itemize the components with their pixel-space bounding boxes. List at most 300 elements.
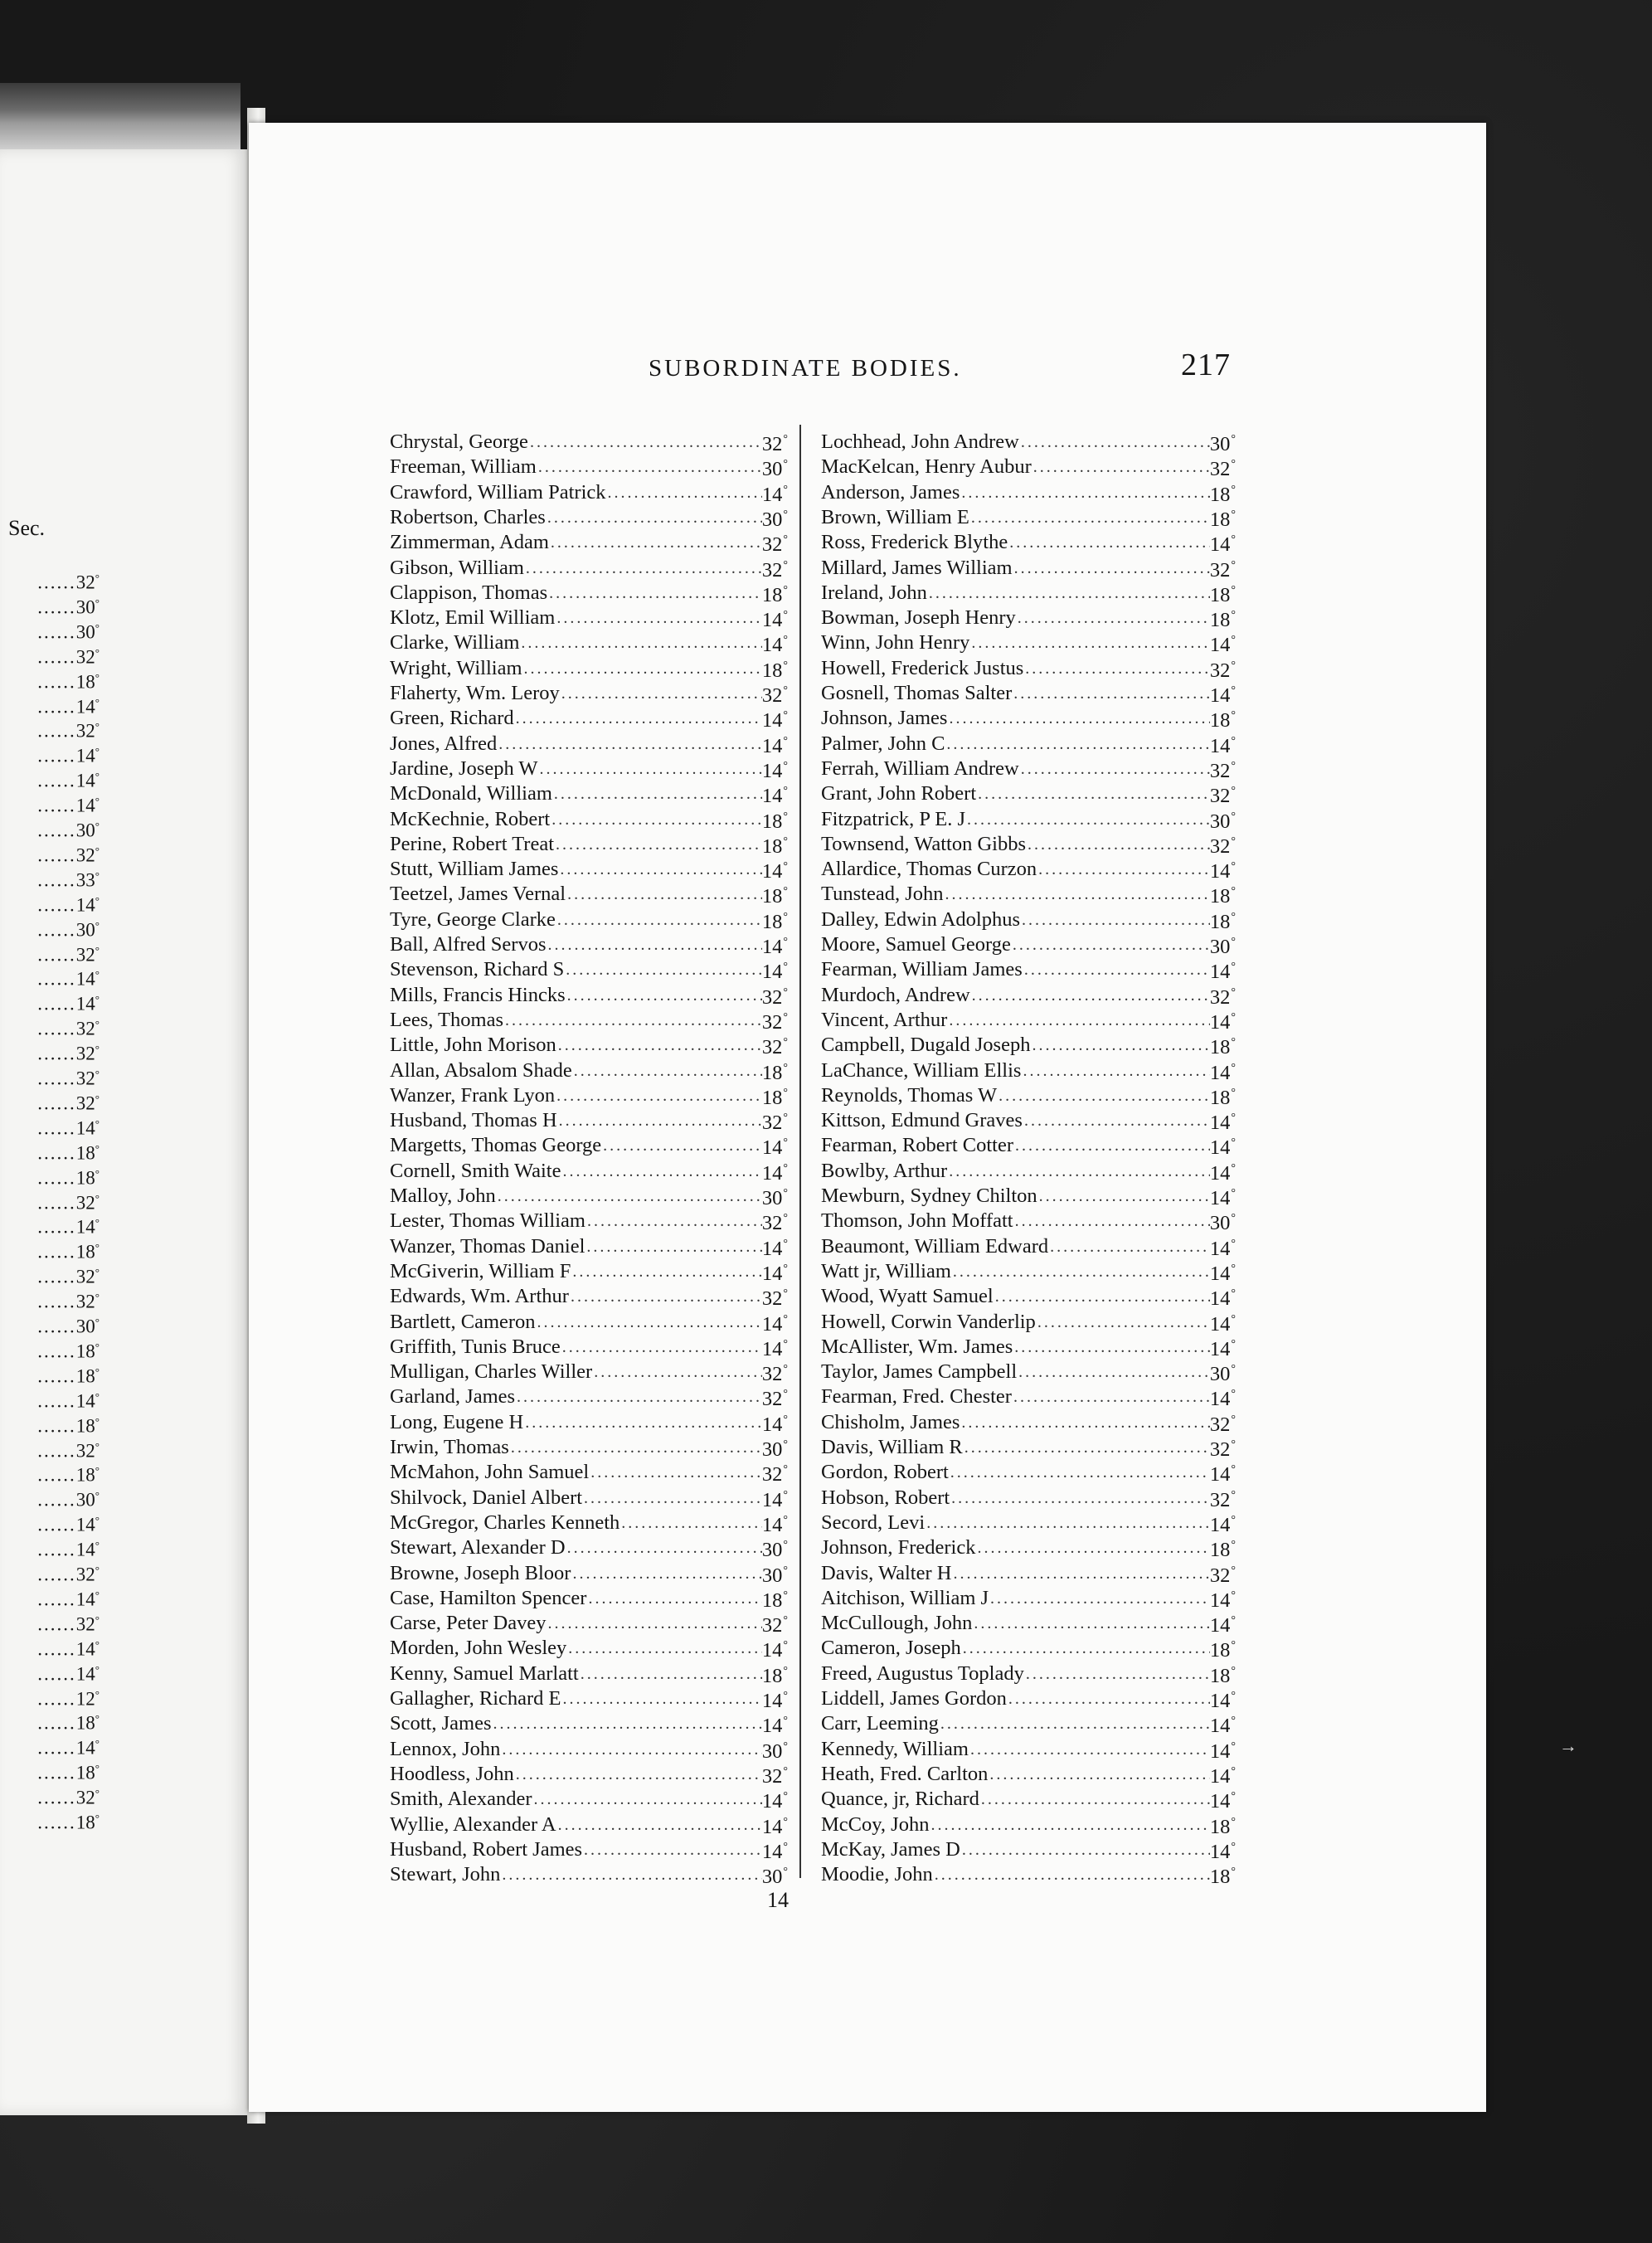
member-name: Carse, Peter Davey <box>390 1612 547 1635</box>
dot-leader <box>589 1460 762 1485</box>
dot-leader <box>1012 1384 1210 1409</box>
degree-symbol: ° <box>783 860 788 873</box>
dot-leader <box>949 1460 1210 1485</box>
member-name: Browne, Joseph Bloor <box>390 1561 571 1584</box>
member-name: Fearman, William James <box>821 958 1023 981</box>
dot-leader <box>969 1737 1210 1762</box>
dot-leader <box>592 1360 762 1384</box>
member-name: Long, Eugene H <box>390 1410 524 1433</box>
member-entry <box>821 1410 1236 1435</box>
left-degree-entry: ......32° <box>37 1564 100 1583</box>
left-degree-entry: ......32° <box>37 844 100 864</box>
member-entry <box>390 1384 788 1409</box>
dot-leader <box>557 1108 762 1133</box>
member-name: Grant, John Robert <box>821 782 977 805</box>
degree-symbol: ° <box>783 1790 788 1803</box>
member-entry <box>390 1737 788 1762</box>
dot-leader <box>569 1284 762 1309</box>
left-degree-entry: ......14° <box>37 1662 100 1682</box>
member-name: Clappison, Thomas <box>390 581 548 604</box>
dot-leader <box>1021 1058 1209 1083</box>
member-name: Wanzer, Frank Lyon <box>390 1083 556 1107</box>
degree-symbol: ° <box>783 1010 788 1024</box>
degree-symbol: ° <box>783 985 788 999</box>
member-name: Little, John Morison <box>390 1034 556 1057</box>
degree-symbol: ° <box>1231 1363 1236 1376</box>
degree-value: 30 <box>761 1866 783 1889</box>
dot-leader <box>947 1008 1210 1033</box>
member-name: LaChance, William Ellis <box>821 1058 1022 1082</box>
degree-symbol: ° <box>783 1388 788 1401</box>
dot-leader <box>933 1862 1210 1887</box>
degree-value: 14 <box>761 609 783 632</box>
degree-value: 14 <box>1209 1161 1231 1185</box>
member-name: Hobson, Robert <box>821 1486 950 1509</box>
member-name: Robertson, Charles <box>390 505 546 528</box>
dot-leader <box>1037 857 1210 882</box>
member-name: McCoy, John <box>821 1812 930 1836</box>
degree-value: 14 <box>1209 1312 1231 1336</box>
dot-leader <box>585 1234 762 1259</box>
degree-value: 14 <box>761 734 783 757</box>
degree-symbol: ° <box>783 1614 788 1628</box>
dot-leader <box>537 455 762 479</box>
dot-leader <box>571 1259 762 1284</box>
degree-symbol: ° <box>783 483 788 496</box>
dot-leader <box>1032 455 1210 479</box>
member-name: Townsend, Watton Gibbs <box>821 832 1026 855</box>
degree-symbol: ° <box>783 1715 788 1728</box>
degree-symbol: ° <box>1231 1866 1236 1879</box>
member-name: Bowlby, Arthur <box>821 1159 948 1182</box>
degree-value: 18 <box>761 1664 783 1687</box>
dot-leader <box>514 706 762 731</box>
member-entry <box>390 1184 788 1209</box>
member-name: McGregor, Charles Kenneth <box>390 1511 620 1534</box>
member-name: McCullough, John <box>821 1612 973 1635</box>
degree-symbol: ° <box>783 734 788 747</box>
degree-symbol: ° <box>1231 1539 1236 1552</box>
member-name: Chrystal, George <box>390 431 528 453</box>
degree-symbol: ° <box>1231 1438 1236 1451</box>
left-degree-entry: ......32° <box>37 1068 100 1087</box>
degree-value: 18 <box>1209 885 1231 908</box>
degree-value: 18 <box>1209 910 1231 933</box>
member-name: Gosnell, Thomas Salter <box>821 682 1013 704</box>
dot-leader <box>556 1033 762 1058</box>
member-entry <box>821 832 1236 857</box>
dot-leader <box>546 1611 761 1636</box>
dot-leader <box>523 1410 762 1435</box>
member-name: Wood, Wyatt Samuel <box>821 1285 994 1308</box>
degree-value: 14 <box>1209 1262 1231 1285</box>
degree-value: 30 <box>761 508 783 531</box>
dot-leader <box>970 983 1210 1008</box>
dot-leader <box>566 1636 762 1661</box>
member-entry <box>821 1234 1236 1259</box>
member-name: Fitzpatrick, P E. J <box>821 807 965 830</box>
member-entry <box>390 681 788 706</box>
dot-leader <box>989 1586 1210 1611</box>
member-name: Ball, Alfred Servos <box>390 933 547 956</box>
degree-value: 14 <box>761 785 783 808</box>
member-entry <box>390 1108 788 1133</box>
degree-symbol: ° <box>1231 885 1236 898</box>
member-entry <box>390 581 788 606</box>
dot-leader <box>1011 932 1210 957</box>
member-entry <box>390 732 788 757</box>
degree-value: 30 <box>1209 936 1231 958</box>
degree-value: 18 <box>761 1086 783 1109</box>
member-entry <box>390 630 788 655</box>
degree-symbol: ° <box>783 759 788 772</box>
member-name: Lennox, John <box>390 1737 501 1760</box>
member-entry <box>821 1636 1236 1661</box>
degree-value: 14 <box>1209 1337 1231 1360</box>
member-name: Murdoch, Andrew <box>821 983 970 1006</box>
member-entry <box>821 1360 1236 1384</box>
degree-value: 14 <box>761 1413 783 1436</box>
member-name: Wright, William <box>390 656 522 679</box>
degree-symbol: ° <box>1231 1010 1236 1024</box>
degree-symbol: ° <box>783 1589 788 1602</box>
dot-leader <box>965 807 1210 832</box>
member-name: Bartlett, Cameron <box>390 1310 536 1333</box>
degree-value: 18 <box>1209 483 1231 506</box>
degree-symbol: ° <box>783 1187 788 1199</box>
degree-symbol: ° <box>1231 936 1236 948</box>
member-entry <box>390 1862 788 1887</box>
left-degree-entry: ......32° <box>37 720 100 740</box>
member-entry <box>390 957 788 982</box>
member-entry <box>821 1711 1236 1736</box>
member-entry <box>821 1535 1236 1560</box>
dot-leader <box>549 530 762 555</box>
degree-value: 14 <box>1209 1715 1231 1738</box>
dot-leader <box>975 1535 1209 1560</box>
left-degree-entry: ......18° <box>37 670 100 690</box>
degree-value: 14 <box>1209 1840 1231 1863</box>
degree-value: 30 <box>761 1739 783 1763</box>
member-name: Stewart, John <box>390 1863 501 1886</box>
degree-value: 14 <box>1209 634 1231 657</box>
degree-symbol: ° <box>1231 1112 1236 1125</box>
member-name: Smith, Alexander <box>390 1788 532 1811</box>
degree-value: 14 <box>761 1715 783 1738</box>
member-entry <box>390 706 788 731</box>
dot-leader <box>979 1787 1210 1812</box>
degree-value: 32 <box>761 985 783 1009</box>
degree-symbol: ° <box>1231 1463 1236 1477</box>
member-entry <box>390 1561 788 1586</box>
member-degree <box>762 1860 788 1890</box>
degree-symbol: ° <box>1231 1136 1236 1150</box>
degree-value: 14 <box>761 1690 783 1712</box>
dot-leader <box>1020 907 1210 932</box>
dot-leader <box>947 1159 1210 1184</box>
dot-leader <box>547 932 762 957</box>
degree-value: 32 <box>1209 985 1231 1009</box>
member-name: Chisholm, James <box>821 1410 960 1433</box>
degree-value: 14 <box>1209 684 1231 707</box>
dot-leader <box>606 480 762 505</box>
member-entry <box>390 1460 788 1485</box>
member-name: Millard, James William <box>821 556 1013 579</box>
degree-symbol: ° <box>783 1639 788 1652</box>
member-name: Johnson, James <box>821 707 948 730</box>
degree-symbol: ° <box>783 1363 788 1376</box>
degree-symbol: ° <box>1231 1639 1236 1652</box>
degree-value: 18 <box>1209 709 1231 732</box>
member-entry <box>390 606 788 630</box>
degree-value: 14 <box>761 1262 783 1285</box>
degree-value: 32 <box>1209 1564 1231 1587</box>
dot-leader <box>514 1762 762 1787</box>
dot-leader <box>601 1133 762 1158</box>
dot-leader <box>1023 957 1210 982</box>
dot-leader <box>503 1008 762 1033</box>
member-name: Lester, Thomas William <box>390 1209 585 1233</box>
dot-leader <box>546 505 762 530</box>
member-entry <box>390 556 788 581</box>
degree-value: 14 <box>1209 1112 1231 1135</box>
member-entry <box>821 732 1236 757</box>
member-entry <box>821 1259 1236 1284</box>
left-degree-entry: ......14° <box>37 1539 100 1559</box>
dot-leader <box>515 1384 762 1409</box>
degree-symbol: ° <box>783 684 788 697</box>
dot-leader <box>620 1511 762 1535</box>
degree-value: 18 <box>1209 1866 1231 1889</box>
degree-symbol: ° <box>1231 810 1236 823</box>
degree-value: 32 <box>761 684 783 707</box>
member-name: Kennedy, William <box>821 1737 969 1760</box>
dot-leader <box>552 781 762 806</box>
member-name: Taylor, James Campbell <box>821 1360 1018 1384</box>
dot-leader <box>925 1511 1210 1535</box>
dot-leader <box>1024 1662 1210 1686</box>
member-name: Jardine, Joseph W <box>390 757 538 780</box>
degree-value: 14 <box>1209 1237 1231 1260</box>
degree-symbol: ° <box>1231 1513 1236 1526</box>
member-entry <box>390 781 788 806</box>
degree-symbol: ° <box>783 1161 788 1175</box>
member-entry <box>821 957 1236 982</box>
member-name: Liddell, James Gordon <box>821 1687 1007 1710</box>
member-name: Ross, Frederick Blythe <box>821 531 1008 554</box>
degree-value: 14 <box>761 1488 783 1511</box>
member-name: Husband, Robert James <box>390 1837 583 1861</box>
member-entry <box>390 807 788 832</box>
member-entry <box>390 1511 788 1535</box>
left-degree-entry: ......18° <box>37 1414 100 1434</box>
dot-leader <box>566 983 762 1008</box>
degree-value: 30 <box>761 458 783 481</box>
dot-leader <box>585 1209 762 1233</box>
degree-symbol: ° <box>1231 508 1236 521</box>
member-entry <box>390 1310 788 1335</box>
member-name: Campbell, Dugald Joseph <box>821 1034 1031 1057</box>
member-name: Anderson, James <box>821 480 960 504</box>
member-entry <box>390 1787 788 1812</box>
dot-leader <box>582 1837 762 1862</box>
degree-symbol: ° <box>783 1815 788 1828</box>
member-entry <box>821 1611 1236 1636</box>
member-entry <box>821 1108 1236 1133</box>
left-degree-entry: ......18° <box>37 1141 100 1161</box>
degree-value: 14 <box>761 936 783 958</box>
dot-leader <box>572 1058 762 1083</box>
member-name: Ireland, John <box>821 581 927 604</box>
member-entry <box>390 1535 788 1560</box>
member-name: Wanzer, Thomas Daniel <box>390 1234 585 1258</box>
dot-leader <box>939 1711 1210 1736</box>
degree-symbol: ° <box>1231 1413 1236 1426</box>
degree-symbol: ° <box>783 910 788 923</box>
degree-symbol: ° <box>1231 1488 1236 1501</box>
member-name: Fearman, Robert Cotter <box>821 1134 1014 1157</box>
degree-symbol: ° <box>1231 910 1236 923</box>
degree-value: 14 <box>1209 1589 1231 1612</box>
degree-value: 32 <box>1209 558 1231 581</box>
dot-leader <box>566 1535 762 1560</box>
left-degree-entry: ......14° <box>37 745 100 765</box>
left-degree-entry: ......18° <box>37 1365 100 1384</box>
member-name: Heath, Fred. Carlton <box>821 1762 989 1785</box>
degree-value: 32 <box>761 1463 783 1486</box>
degree-symbol: ° <box>783 1413 788 1426</box>
dot-leader <box>929 1812 1209 1837</box>
degree-symbol: ° <box>1231 985 1236 999</box>
degree-value: 32 <box>761 1036 783 1059</box>
member-entry <box>821 1787 1236 1812</box>
degree-value: 32 <box>1209 1413 1231 1436</box>
left-degree-entry: ......32° <box>37 1291 100 1311</box>
degree-symbol: ° <box>783 1739 788 1753</box>
dot-leader <box>536 1310 762 1335</box>
degree-symbol: ° <box>1231 533 1236 547</box>
left-degree-entry: ......32° <box>37 1092 100 1112</box>
degree-value: 14 <box>1209 1187 1231 1209</box>
dot-leader <box>1007 1686 1210 1711</box>
left-degree-entry: ......30° <box>37 596 100 615</box>
member-entry <box>821 932 1236 957</box>
degree-value: 32 <box>1209 1438 1231 1461</box>
member-name: Zimmerman, Adam <box>390 531 549 554</box>
left-degree-entry: ......33° <box>37 868 100 888</box>
degree-symbol: ° <box>783 433 788 445</box>
dot-leader <box>969 505 1210 530</box>
dot-leader <box>555 606 762 630</box>
left-degree-entry: ......32° <box>37 1266 100 1286</box>
left-degree-entry: ......18° <box>37 1762 100 1782</box>
member-entry <box>821 681 1236 706</box>
dot-leader <box>497 732 762 757</box>
dot-leader <box>1016 606 1210 630</box>
left-degree-entry: ......14° <box>37 1117 100 1136</box>
degree-symbol: ° <box>783 1866 788 1879</box>
degree-value: 18 <box>761 659 783 682</box>
degree-value: 32 <box>761 1010 783 1034</box>
left-degree-entry: ......32° <box>37 1191 100 1211</box>
column-divider <box>799 425 801 1878</box>
degree-value: 30 <box>1209 810 1231 833</box>
degree-symbol: ° <box>783 1262 788 1275</box>
page-edges <box>0 83 241 149</box>
degree-value: 18 <box>761 834 783 858</box>
member-name: Tunstead, John <box>821 883 944 906</box>
member-name: Clarke, William <box>390 631 520 654</box>
member-entry <box>390 1284 788 1309</box>
dot-leader <box>586 1586 761 1611</box>
degree-symbol: ° <box>1231 433 1236 445</box>
member-name: Tyre, George Clarke <box>390 907 556 931</box>
member-entry <box>821 1184 1236 1209</box>
member-entry <box>390 1662 788 1686</box>
member-name: Moodie, John <box>821 1863 933 1886</box>
degree-value: 14 <box>1209 1790 1231 1813</box>
degree-value: 30 <box>761 1187 783 1209</box>
dot-leader <box>976 781 1210 806</box>
member-entry <box>821 706 1236 731</box>
degree-symbol: ° <box>1231 834 1236 848</box>
degree-symbol: ° <box>1231 1664 1236 1677</box>
left-degree-entry: ......32° <box>37 1043 100 1063</box>
degree-value: 14 <box>761 1815 783 1838</box>
member-entry <box>390 1611 788 1636</box>
dot-leader <box>943 882 1209 907</box>
dot-leader <box>951 1259 1210 1284</box>
degree-value: 18 <box>1209 508 1231 531</box>
degree-symbol: ° <box>783 1463 788 1477</box>
degree-symbol: ° <box>1231 458 1236 471</box>
member-name: Cornell, Smith Waite <box>390 1159 561 1182</box>
member-entry <box>390 1686 788 1711</box>
dot-leader <box>561 1159 762 1184</box>
left-degree-entry: ......14° <box>37 770 100 790</box>
degree-value: 32 <box>761 1363 783 1386</box>
degree-value: 14 <box>761 1337 783 1360</box>
degree-symbol: ° <box>1231 1790 1236 1803</box>
left-degree-entry: ......14° <box>37 695 100 715</box>
degree-value: 14 <box>761 1161 783 1185</box>
degree-value: 32 <box>761 1614 783 1637</box>
member-name: Allan, Absalom Shade <box>390 1058 572 1082</box>
degree-value: 14 <box>1209 1764 1231 1788</box>
member-entry <box>821 1586 1236 1611</box>
member-entry <box>390 505 788 530</box>
degree-symbol: ° <box>783 1112 788 1125</box>
degree-symbol: ° <box>1231 1212 1236 1225</box>
degree-value: 18 <box>1209 1664 1231 1687</box>
dot-leader <box>994 1284 1210 1309</box>
dot-leader <box>1013 1209 1210 1233</box>
member-name: Gordon, Robert <box>821 1461 949 1484</box>
dot-leader <box>519 630 761 655</box>
left-degree-entry: ......32° <box>37 1018 100 1038</box>
degree-value: 32 <box>1209 458 1231 481</box>
left-degree-entry: ......14° <box>37 1637 100 1657</box>
member-name: Husband, Thomas H <box>390 1109 557 1132</box>
member-name: Cameron, Joseph <box>821 1637 961 1660</box>
degree-symbol: ° <box>783 583 788 596</box>
degree-symbol: ° <box>1231 609 1236 622</box>
dot-leader <box>1019 757 1210 781</box>
member-name: Aitchison, William J <box>821 1586 989 1609</box>
member-name: Wyllie, Alexander A <box>390 1812 556 1836</box>
degree-symbol: ° <box>1231 1086 1236 1099</box>
degree-symbol: ° <box>783 1212 788 1225</box>
